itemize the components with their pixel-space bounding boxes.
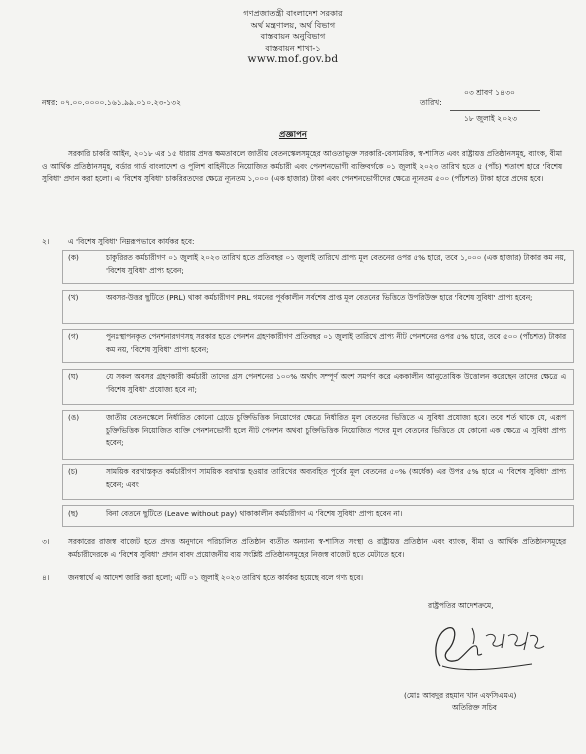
section-2-number: ২। [42,237,50,246]
item-marker: (ঙ) [68,413,80,422]
item-marker: (খ) [68,293,79,302]
memo-number: নম্বর: ০৭.০০.০০০০.১৬১.৯৯.০১০.২৩-১৩২ [42,98,182,107]
page-title: প্রজ্ঞাপন [278,130,308,140]
government-name: গণপ্রজাতন্ত্রী বাংলাদেশ সরকার [243,8,343,18]
item-text: পুনঃস্থাপনকৃত পেনশনারগণসহ সরকার হতে পেনশন গ্রহণকারীগণ প্রতিবছর ০১ জুলাই তারিখে প্রাপ্য নীট পেনশনের ওপর ৫% হারে, তবে ৫০০ (পাঁচশত) টাকার কম নয়, 'বিশেষ সুবিধা' প্রাপ্য হবেন; [106,332,566,354]
intro-paragraph: সরকারি চাকরি আইন, ২০১৮ এর ১৫ ধারায় প্রদত্ত ক্ষমতাবলে জাতীয় বেতনস্কেলসমূহের আওতাভুক্ত সরকারি-বেসামরিক, স্ব-শাসিত এবং রাষ্ট্রায়ত্ত প্রতিষ্ঠানসমূহ, ব্যাংক, বীমা ও আর্থিক প্রতিষ্ঠানসমূহ, বর্ডার গার্ড বাংলাদেশ ও পুলিশ বাহিনীতে নিয়োজিত কর্মচারী এবং পেনশনভোগী ব্যক্তিবর্গকে ০১ জুলাই ২০২৩ তারিখ হতে ৫ (পাঁচ) শতাংশ হারে 'বিশেষ সুবিধা' প্রদান করা হলো। এ 'বিশেষ সুবিধা' চাকরিরতদের ক্ষেত্রে ন্যূনতম ১,০০০ (এক হাজার) টাকা এবং পেনশনভোগীদের ক্ষেত্রে ন্যূনতম ৫০০ (পাঁচশত) টাকা হারে প্রদেয় হবে। [42,149,562,184]
date-label: তারিখ: [420,98,442,107]
section-4-number: ৪। [42,573,50,582]
section-3-text: সরকারের রাজস্ব বাজেট হতে প্রদত্ত অনুদানে পরিচালিত প্রতিষ্ঠান ব্যতীত অন্যান্য স্ব-শাসিত সংস্থা ও রাষ্ট্রায়ত্ত প্রতিষ্ঠান এবং ব্যাংক, বীমা ও আর্থিক প্রতিষ্ঠানসমূহের কর্মচারীদেরকে এ 'বিশেষ সুবিধা' প্রদান বাবদ প্রয়োজনীয় ব্যয় সংশ্লিষ্ট প্রতিষ্ঠানসমূহের নিজস্ব বাজেট হতে মেটাতে হবে। [68,537,566,559]
letterhead [0,8,586,66]
handwritten-signature [402,606,552,686]
item-box-umo [62,410,574,460]
branch-name: বাস্তবায়ন শাখা-১ [265,42,321,53]
website-link[interactable]: www.mof.gov.bd [247,53,339,66]
item-box-cha [62,464,574,500]
item-marker: (চ) [68,467,78,476]
date-english: ১৮ জুলাই ২০২৩ [464,114,518,123]
item-box-ka [62,250,574,284]
section-3-number: ৩। [42,537,50,546]
item-marker: (ঘ) [68,372,79,381]
section-2-heading: এ 'বিশেষ সুবিধা' নিম্নরূপভাবে কার্যকর হবে: [68,237,195,246]
by-order-text: রাষ্ট্রপতির আদেশক্রমে, [428,601,494,610]
item-box-ga [62,329,574,363]
item-text: বিনা বেতনে ছুটিতে (Leave without pay) থাকাকালীন কর্মচারীগণ এ 'বিশেষ সুবিধা' প্রাপ্য হবেন না। [106,509,403,518]
item-text: জাতীয় বেতনস্কেলে নির্ধারিত কোনো গ্রেডে চুক্তিভিত্তিক নিয়োগের ক্ষেত্রে নির্ধারিত মূল বেতনের ভিত্তিতে এ সুবিধা প্রযোজ্য হবে। তবে শর্ত থাকে যে, এরূপ চুক্তিভিত্তিক নিয়োজিত ব্যক্তি পেনশনভোগী হলে নীট পেনশন অথবা চুক্তিভিত্তিক নিয়োজিত পদের মূল বেতনের ভিত্তিতে যে কোনো এক ক্ষেত্রে এ সুবিধা প্রাপ্য হবেন; [106,413,566,448]
item-text: সাময়িক বরখাস্তকৃত কর্মচারীগণ সাময়িক বরখাস্ত হওয়ার তারিখের অব্যবহিত পূর্বের মূল বেতনের ৫০% (অর্ধেক) এর উপর ৫% হারে এ 'বিশেষ সুবিধা' প্রাপ্য হবেন; এবং [106,467,566,489]
signatory-designation: অতিরিক্ত সচিব [452,703,497,712]
item-box-kha [62,290,574,324]
item-text: যে সকল অবসর গ্রহণকারী কর্মচারী তাদের গ্রস পেনশনের ১০০% অর্থাৎ সম্পূর্ণ অংশ সমর্পণ করে এককালীন আনুতোষিক উত্তোলন করেছেন তাদের ক্ষেত্রে এ 'বিশেষ সুবিধা' প্রযোজ্য হবে না; [106,372,566,394]
item-marker: (ছ) [68,509,79,518]
section-4-text: জনস্বার্থে এ আদেশ জারি করা হলো; এটি ০১ জুলাই ২০২৩ তারিখ হতে কার্যকর হয়েছে বলে গণ্য হবে। [68,573,363,582]
item-text: অবসর-উত্তর ছুটিতে (PRL) থাকা কর্মচারীগণ PRL গমনের পূর্বকালীন সর্বশেষ প্রাপ্ত মূল বেতনের ভিত্তিতে উপরিউক্ত হারে 'বিশেষ সুবিধা' প্রাপ্য হবেন; [106,293,533,302]
item-text: চাকুরিরত কর্মচারীগণ ০১ জুলাই ২০২৩ তারিখ হতে প্রতিবছর ০১ জুলাই তারিখে প্রাপ্য মূল বেতনের ওপর ৫% হারে, তবে ১,০০০ (এক হাজার) টাকার কম নয়, 'বিশেষ সুবিধা' প্রাপ্য হবেন; [106,253,566,275]
wing-name: বাস্তবায়ন অনুবিভাগ [260,31,326,42]
date-divider [450,110,540,111]
signatory-name: (মোঃ আবদুর রহমান খান এফসিএমএ) [404,691,517,700]
item-marker: (ক) [68,253,79,262]
date-bangla: ০৩ শ্রাবণ ১৪৩০ [464,88,515,97]
item-box-gha [62,369,574,405]
item-box-chha [62,505,574,527]
item-marker: (গ) [68,332,79,341]
ministry-name: অর্থ মন্ত্রণালয়, অর্থ বিভাগ [250,19,336,30]
